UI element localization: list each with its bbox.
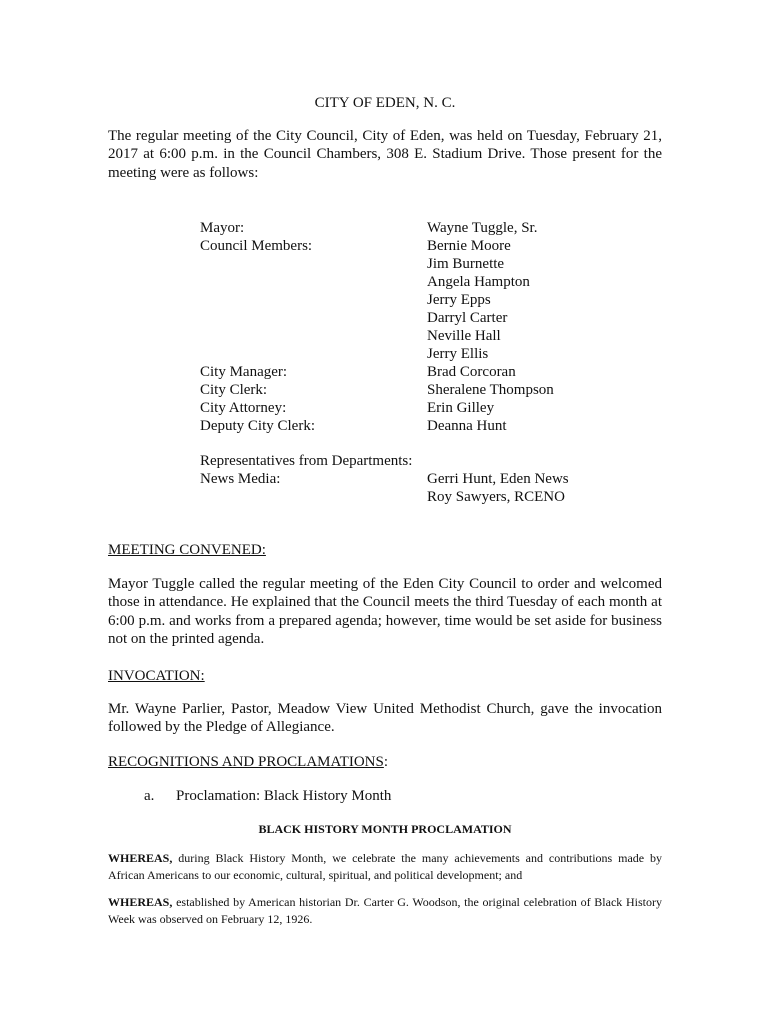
attendee-row bbox=[200, 237, 620, 255]
attendee-row bbox=[200, 345, 620, 363]
attendee-role: Deputy City Clerk: bbox=[200, 418, 315, 434]
attendee-name: Sheralene Thompson bbox=[427, 382, 554, 398]
invocation-heading-text: INVOCATION: bbox=[108, 668, 205, 684]
proclamation-title: BLACK HISTORY MONTH PROCLAMATION bbox=[258, 822, 512, 836]
attendee-name: Neville Hall bbox=[427, 328, 501, 344]
list-marker: a. bbox=[144, 788, 155, 804]
attendee-row bbox=[200, 327, 620, 345]
attendee-name: Jerry Epps bbox=[427, 292, 491, 308]
attendee-name: Angela Hampton bbox=[427, 274, 530, 290]
attendee-row bbox=[200, 291, 620, 309]
attendee-name: Darryl Carter bbox=[427, 310, 508, 326]
recognitions-heading bbox=[108, 752, 388, 772]
attendee-role: Council Members: bbox=[200, 238, 313, 254]
whereas-paragraph-1 bbox=[108, 850, 662, 883]
attendee-row bbox=[200, 399, 620, 417]
attendee-row bbox=[200, 381, 620, 399]
intro-paragraph: The regular meeting of the City Council, City of Eden, was held on Tuesday, February 21, 2017 at 6:00 p.m. in the Council Chambers, 308 E. Stadium Drive. Those present for the meeting were as follows: bbox=[108, 128, 662, 181]
invocation-heading bbox=[108, 666, 205, 686]
attendee-role: City Attorney: bbox=[200, 400, 287, 416]
attendee-row bbox=[200, 488, 620, 506]
list-item-text: Proclamation: Black History Month bbox=[176, 788, 392, 804]
attendee-role: News Media: bbox=[200, 471, 281, 487]
attendee-role bbox=[200, 291, 427, 309]
attendee-role bbox=[200, 273, 427, 291]
attendees-list bbox=[200, 219, 620, 506]
attendee-role: Mayor: bbox=[200, 220, 245, 236]
whereas-text: during Black History Month, we celebrate the many achievements and contributions made by African Americans to our economic, cultural, spiritual, and political development; and bbox=[108, 851, 662, 882]
attendee-row bbox=[200, 309, 620, 327]
attendee-row bbox=[200, 452, 620, 470]
whereas-label: WHEREAS, bbox=[108, 851, 173, 865]
meeting-convened-heading bbox=[108, 540, 266, 560]
attendee-name: Jerry Ellis bbox=[427, 346, 489, 362]
attendee-row bbox=[200, 273, 620, 291]
attendee-role bbox=[200, 345, 427, 363]
recognitions-heading-text: RECOGNITIONS AND PROCLAMATIONS bbox=[108, 754, 384, 770]
attendee-role bbox=[200, 488, 427, 506]
attendee-name: Bernie Moore bbox=[427, 238, 511, 254]
attendee-role: City Clerk: bbox=[200, 382, 268, 398]
proclamation-list-item bbox=[144, 786, 391, 806]
document-title: CITY OF EDEN, N. C. bbox=[314, 95, 456, 111]
meeting-convened-heading-text: MEETING CONVENED: bbox=[108, 542, 266, 558]
whereas-paragraph-2 bbox=[108, 894, 662, 927]
attendee-name: Erin Gilley bbox=[427, 400, 495, 416]
attendee-row bbox=[200, 417, 620, 435]
attendee-name: Jim Burnette bbox=[427, 256, 505, 272]
meeting-convened-paragraph: Mayor Tuggle called the regular meeting of the Eden City Council to order and welcomed those in attendance. He explained that the Council meets the third Tuesday of each month at 6:00 p.m. and works from a prepared agenda; however, time would be set aside for business not on the printed agenda. bbox=[108, 576, 662, 647]
attendee-role bbox=[200, 255, 427, 273]
attendee-name: Deanna Hunt bbox=[427, 418, 507, 434]
attendee-name: Wayne Tuggle, Sr. bbox=[427, 220, 538, 236]
attendee-role bbox=[200, 327, 427, 345]
attendee-name: Roy Sawyers, RCENO bbox=[427, 489, 565, 505]
whereas-text: established by American historian Dr. Carter G. Woodson, the original celebration of Black History Week was observed on February 12, 1926. bbox=[108, 895, 662, 926]
attendee-name: Brad Corcoran bbox=[427, 364, 516, 380]
whereas-label: WHEREAS, bbox=[108, 895, 173, 909]
attendee-role: Representatives from Departments: bbox=[200, 453, 413, 469]
attendee-row bbox=[200, 219, 620, 237]
attendee-role: City Manager: bbox=[200, 364, 288, 380]
invocation-paragraph: Mr. Wayne Parlier, Pastor, Meadow View United Methodist Church, gave the invocation followed by the Pledge of Allegiance. bbox=[108, 701, 662, 736]
attendee-row bbox=[200, 470, 620, 488]
attendee-row bbox=[200, 363, 620, 381]
attendee-role bbox=[200, 309, 427, 327]
attendee-name: Gerri Hunt, Eden News bbox=[427, 471, 569, 487]
recognitions-heading-colon: : bbox=[383, 754, 389, 770]
attendee-row bbox=[200, 255, 620, 273]
